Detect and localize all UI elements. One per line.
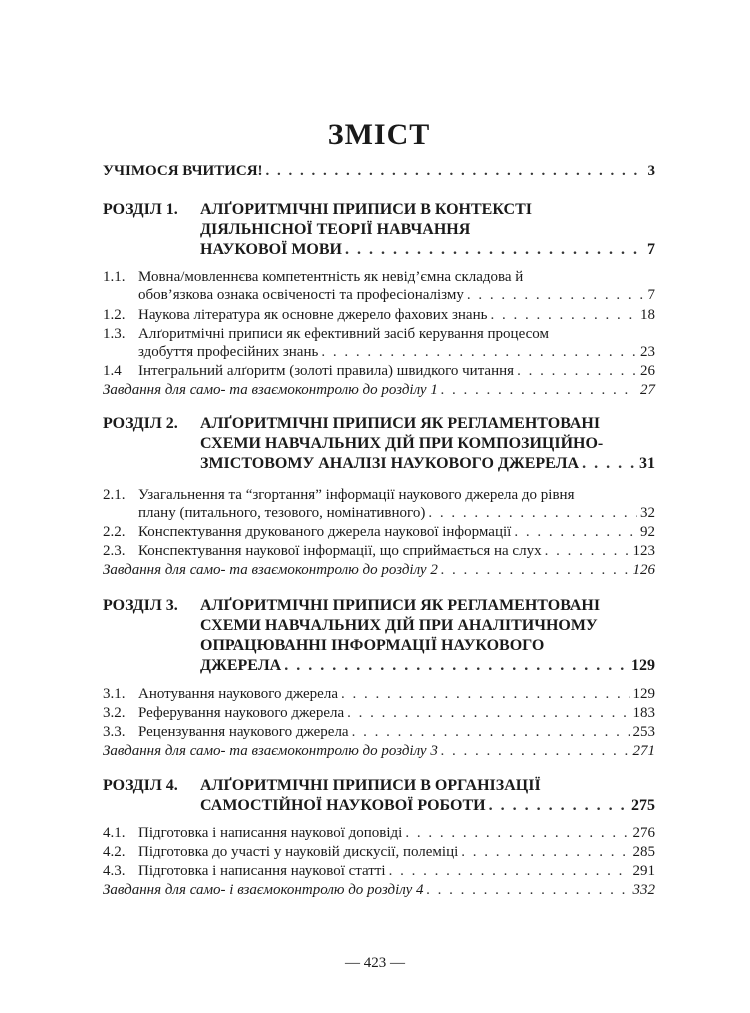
entry-line bbox=[103, 843, 655, 861]
entry-line bbox=[103, 542, 655, 560]
dot-leader bbox=[347, 704, 629, 722]
entry-text: ДЖЕРЕЛА bbox=[200, 657, 282, 674]
entry-line bbox=[103, 636, 655, 656]
entry-line bbox=[103, 220, 655, 240]
page-ref: 291 bbox=[632, 863, 655, 879]
page-ref: 126 bbox=[632, 562, 655, 578]
toc-item[interactable] bbox=[103, 362, 655, 380]
toc-task[interactable] bbox=[103, 381, 655, 399]
entry-line bbox=[103, 162, 655, 180]
entry-text: Наукова література як основне джерело фахових знань bbox=[138, 307, 488, 323]
entry-number: 1.2. bbox=[103, 307, 126, 323]
page-ref: 332 bbox=[632, 882, 655, 898]
entry-line bbox=[103, 240, 655, 260]
dot-leader bbox=[461, 843, 629, 861]
section-heading-1[interactable] bbox=[103, 200, 655, 260]
entry-text: СХЕМИ НАВЧАЛЬНИХ ДІЙ ПРИ КОМПОЗИЦІЙНО- bbox=[200, 435, 604, 452]
entry-line bbox=[103, 862, 655, 880]
entry-number: 3.2. bbox=[103, 705, 126, 721]
entry-text: АЛҐОРИТМІЧНІ ПРИПИСИ ЯК РЕГЛАМЕНТОВАНІ bbox=[200, 415, 601, 432]
entry-number: 3.1. bbox=[103, 686, 126, 702]
toc-item[interactable] bbox=[103, 704, 655, 722]
entry-text: Конспектування друкованого джерела наукової інформації bbox=[138, 524, 512, 540]
section-heading-3[interactable] bbox=[103, 596, 655, 676]
entry-line bbox=[103, 561, 655, 579]
entry-number: 2.3. bbox=[103, 543, 126, 559]
page-title: ЗМІСТ bbox=[327, 118, 431, 151]
page-ref: 18 bbox=[640, 307, 655, 323]
toc-task[interactable] bbox=[103, 561, 655, 579]
toc-item[interactable] bbox=[103, 824, 655, 842]
page-ref: 23 bbox=[640, 344, 655, 360]
entry-text: Завдання для само- і взаємоконтролю до розділу 4 bbox=[103, 882, 424, 898]
entry-text: Узагальнення та “згортання” інформації наукового джерела до рівня bbox=[138, 487, 575, 503]
entry-line bbox=[103, 486, 655, 504]
toc-item[interactable] bbox=[103, 268, 655, 304]
entry-number: РОЗДІЛ 1. bbox=[103, 201, 178, 218]
entry-number: 1.3. bbox=[103, 326, 126, 342]
entry-line bbox=[103, 685, 655, 703]
entry-line bbox=[103, 381, 655, 399]
entry-line bbox=[103, 656, 655, 676]
entry-line bbox=[103, 824, 655, 842]
toc-item[interactable] bbox=[103, 685, 655, 703]
entry-text: Завдання для само- та взаємоконтролю до розділу 3 bbox=[103, 743, 438, 759]
entry-text: Конспектування наукової інформації, що сприймається на слух bbox=[138, 543, 542, 559]
entry-line bbox=[103, 268, 655, 286]
toc-task[interactable] bbox=[103, 742, 655, 760]
entry-text: ДІЯЛЬНІСНОЇ ТЕОРІЇ НАВЧАННЯ bbox=[200, 221, 471, 238]
entry-text: АЛҐОРИТМІЧНІ ПРИПИСИ В КОНТЕКСТІ bbox=[200, 201, 532, 218]
dot-leader bbox=[389, 862, 630, 880]
entry-number: 2.1. bbox=[103, 487, 126, 503]
dot-leader bbox=[517, 362, 637, 380]
entry-text: Реферування наукового джерела bbox=[138, 705, 345, 721]
entry-text: НАУКОВОЇ МОВИ bbox=[200, 241, 342, 258]
entry-line bbox=[103, 796, 655, 816]
dot-leader bbox=[341, 685, 630, 703]
dot-leader bbox=[490, 306, 637, 324]
entry-number: 1.1. bbox=[103, 269, 126, 285]
page-ref: 27 bbox=[640, 382, 655, 398]
page-ref: 123 bbox=[632, 543, 655, 559]
entry-text: САМОСТІЙНОЇ НАУКОВОЇ РОБОТИ bbox=[200, 797, 486, 814]
entry-line bbox=[103, 454, 655, 474]
entry-text: обов’язкова ознака освіченості та професіоналізму bbox=[138, 287, 464, 303]
page-ref: 183 bbox=[632, 705, 655, 721]
entry-text: ЗМІСТОВОМУ АНАЛІЗІ НАУКОВОГО ДЖЕРЕЛА bbox=[200, 455, 580, 472]
entry-text: Підготовка і написання наукової статті bbox=[138, 863, 386, 879]
entry-line bbox=[103, 723, 655, 741]
entry-text: ОПРАЦЮВАННІ ІНФОРМАЦІЇ НАУКОВОГО bbox=[200, 637, 545, 654]
entry-line bbox=[103, 286, 655, 304]
entry-text: Підготовка і написання наукової доповіді bbox=[138, 825, 403, 841]
entry-number: РОЗДІЛ 4. bbox=[103, 777, 178, 794]
page-ref: 129 bbox=[631, 657, 655, 674]
entry-line bbox=[103, 325, 655, 343]
toc-item[interactable] bbox=[103, 523, 655, 541]
entry-text: Рецензування наукового джерела bbox=[138, 724, 349, 740]
entry-line bbox=[103, 306, 655, 324]
entry-number: 4.3. bbox=[103, 863, 126, 879]
page-ref: 7 bbox=[647, 287, 655, 303]
entry-text: Завдання для само- та взаємоконтролю до розділу 1 bbox=[103, 382, 438, 398]
entry-number: 4.1. bbox=[103, 825, 126, 841]
entry-line bbox=[103, 343, 655, 361]
entry-text: Анотування наукового джерела bbox=[138, 686, 338, 702]
page-ref: 253 bbox=[632, 724, 655, 740]
toc-item[interactable] bbox=[103, 843, 655, 861]
toc-item[interactable] bbox=[103, 306, 655, 324]
page-ref: 32 bbox=[640, 505, 655, 521]
entry-text: АЛҐОРИТМІЧНІ ПРИПИСИ ЯК РЕГЛАМЕНТОВАНІ bbox=[200, 597, 601, 614]
entry-line bbox=[103, 414, 655, 434]
entry-line bbox=[103, 742, 655, 760]
dot-leader bbox=[582, 454, 636, 474]
page-ref: 26 bbox=[640, 363, 655, 379]
page-number: — 423 — bbox=[345, 955, 405, 971]
entry-line bbox=[103, 881, 655, 899]
entry-line bbox=[103, 616, 655, 636]
dot-leader bbox=[321, 343, 637, 361]
dot-leader bbox=[284, 656, 628, 676]
dot-leader bbox=[441, 381, 637, 399]
entry-line bbox=[103, 596, 655, 616]
entry-text: Мовна/мовленнєва компетентність як невід’ємна складова й bbox=[138, 269, 524, 285]
entry-number: 3.3. bbox=[103, 724, 126, 740]
entry-text: АЛҐОРИТМІЧНІ ПРИПИСИ В ОРГАНІЗАЦІЇ bbox=[200, 777, 541, 794]
page-ref: 276 bbox=[632, 825, 655, 841]
dot-leader bbox=[352, 723, 630, 741]
page-ref: 7 bbox=[647, 241, 655, 258]
dot-leader bbox=[266, 162, 645, 180]
section-heading-2[interactable] bbox=[103, 414, 655, 474]
page-ref: 3 bbox=[647, 163, 655, 179]
dot-leader bbox=[514, 523, 637, 541]
entry-number: 2.2. bbox=[103, 524, 126, 540]
dot-leader bbox=[467, 286, 645, 304]
toc-item[interactable] bbox=[103, 325, 655, 361]
dot-leader bbox=[427, 881, 630, 899]
entry-text: УЧІМОСЯ ВЧИТИСЯ! bbox=[103, 163, 263, 179]
page-ref: 31 bbox=[639, 455, 655, 472]
dot-leader bbox=[345, 240, 644, 260]
entry-line bbox=[103, 504, 655, 522]
entry-line bbox=[103, 523, 655, 541]
entry-number: РОЗДІЛ 3. bbox=[103, 597, 178, 614]
entry-line bbox=[103, 362, 655, 380]
page-ref: 129 bbox=[632, 686, 655, 702]
entry-text: Завдання для само- та взаємоконтролю до розділу 2 bbox=[103, 562, 438, 578]
entry-number: 1.4 bbox=[103, 363, 122, 379]
entry-number: 4.2. bbox=[103, 844, 126, 860]
page-ref: 285 bbox=[632, 844, 655, 860]
entry-line bbox=[103, 200, 655, 220]
entry-number: РОЗДІЛ 2. bbox=[103, 415, 178, 432]
dot-leader bbox=[405, 824, 629, 842]
dot-leader bbox=[489, 796, 628, 816]
entry-line bbox=[103, 776, 655, 796]
dot-leader bbox=[428, 504, 637, 522]
dot-leader bbox=[441, 561, 630, 579]
toc-entry-intro[interactable] bbox=[103, 162, 655, 180]
entry-text: Алґоритмічні приписи як ефективний засіб керування процесом bbox=[138, 326, 549, 342]
toc-task[interactable] bbox=[103, 881, 655, 899]
toc-item[interactable] bbox=[103, 862, 655, 880]
entry-text: плану (питального, тезового, номінативного) bbox=[138, 505, 426, 521]
toc-item[interactable] bbox=[103, 542, 655, 560]
entry-text: СХЕМИ НАВЧАЛЬНИХ ДІЙ ПРИ АНАЛІТИЧНОМУ bbox=[200, 617, 598, 634]
entry-line bbox=[103, 704, 655, 722]
dot-leader bbox=[441, 742, 630, 760]
entry-line bbox=[103, 434, 655, 454]
entry-text: Інтегральний алґоритм (золоті правила) швидкого читання bbox=[138, 363, 515, 379]
page-ref: 275 bbox=[631, 797, 655, 814]
page-ref: 271 bbox=[632, 743, 655, 759]
toc-item[interactable] bbox=[103, 723, 655, 741]
entry-text: здобуття професійних знань bbox=[138, 344, 319, 360]
dot-leader bbox=[545, 542, 630, 560]
page-ref: 92 bbox=[640, 524, 655, 540]
section-heading-4[interactable] bbox=[103, 776, 655, 816]
toc-item[interactable] bbox=[103, 486, 655, 522]
entry-text: Підготовка до участі у науковій дискусії, полеміці bbox=[138, 844, 459, 860]
